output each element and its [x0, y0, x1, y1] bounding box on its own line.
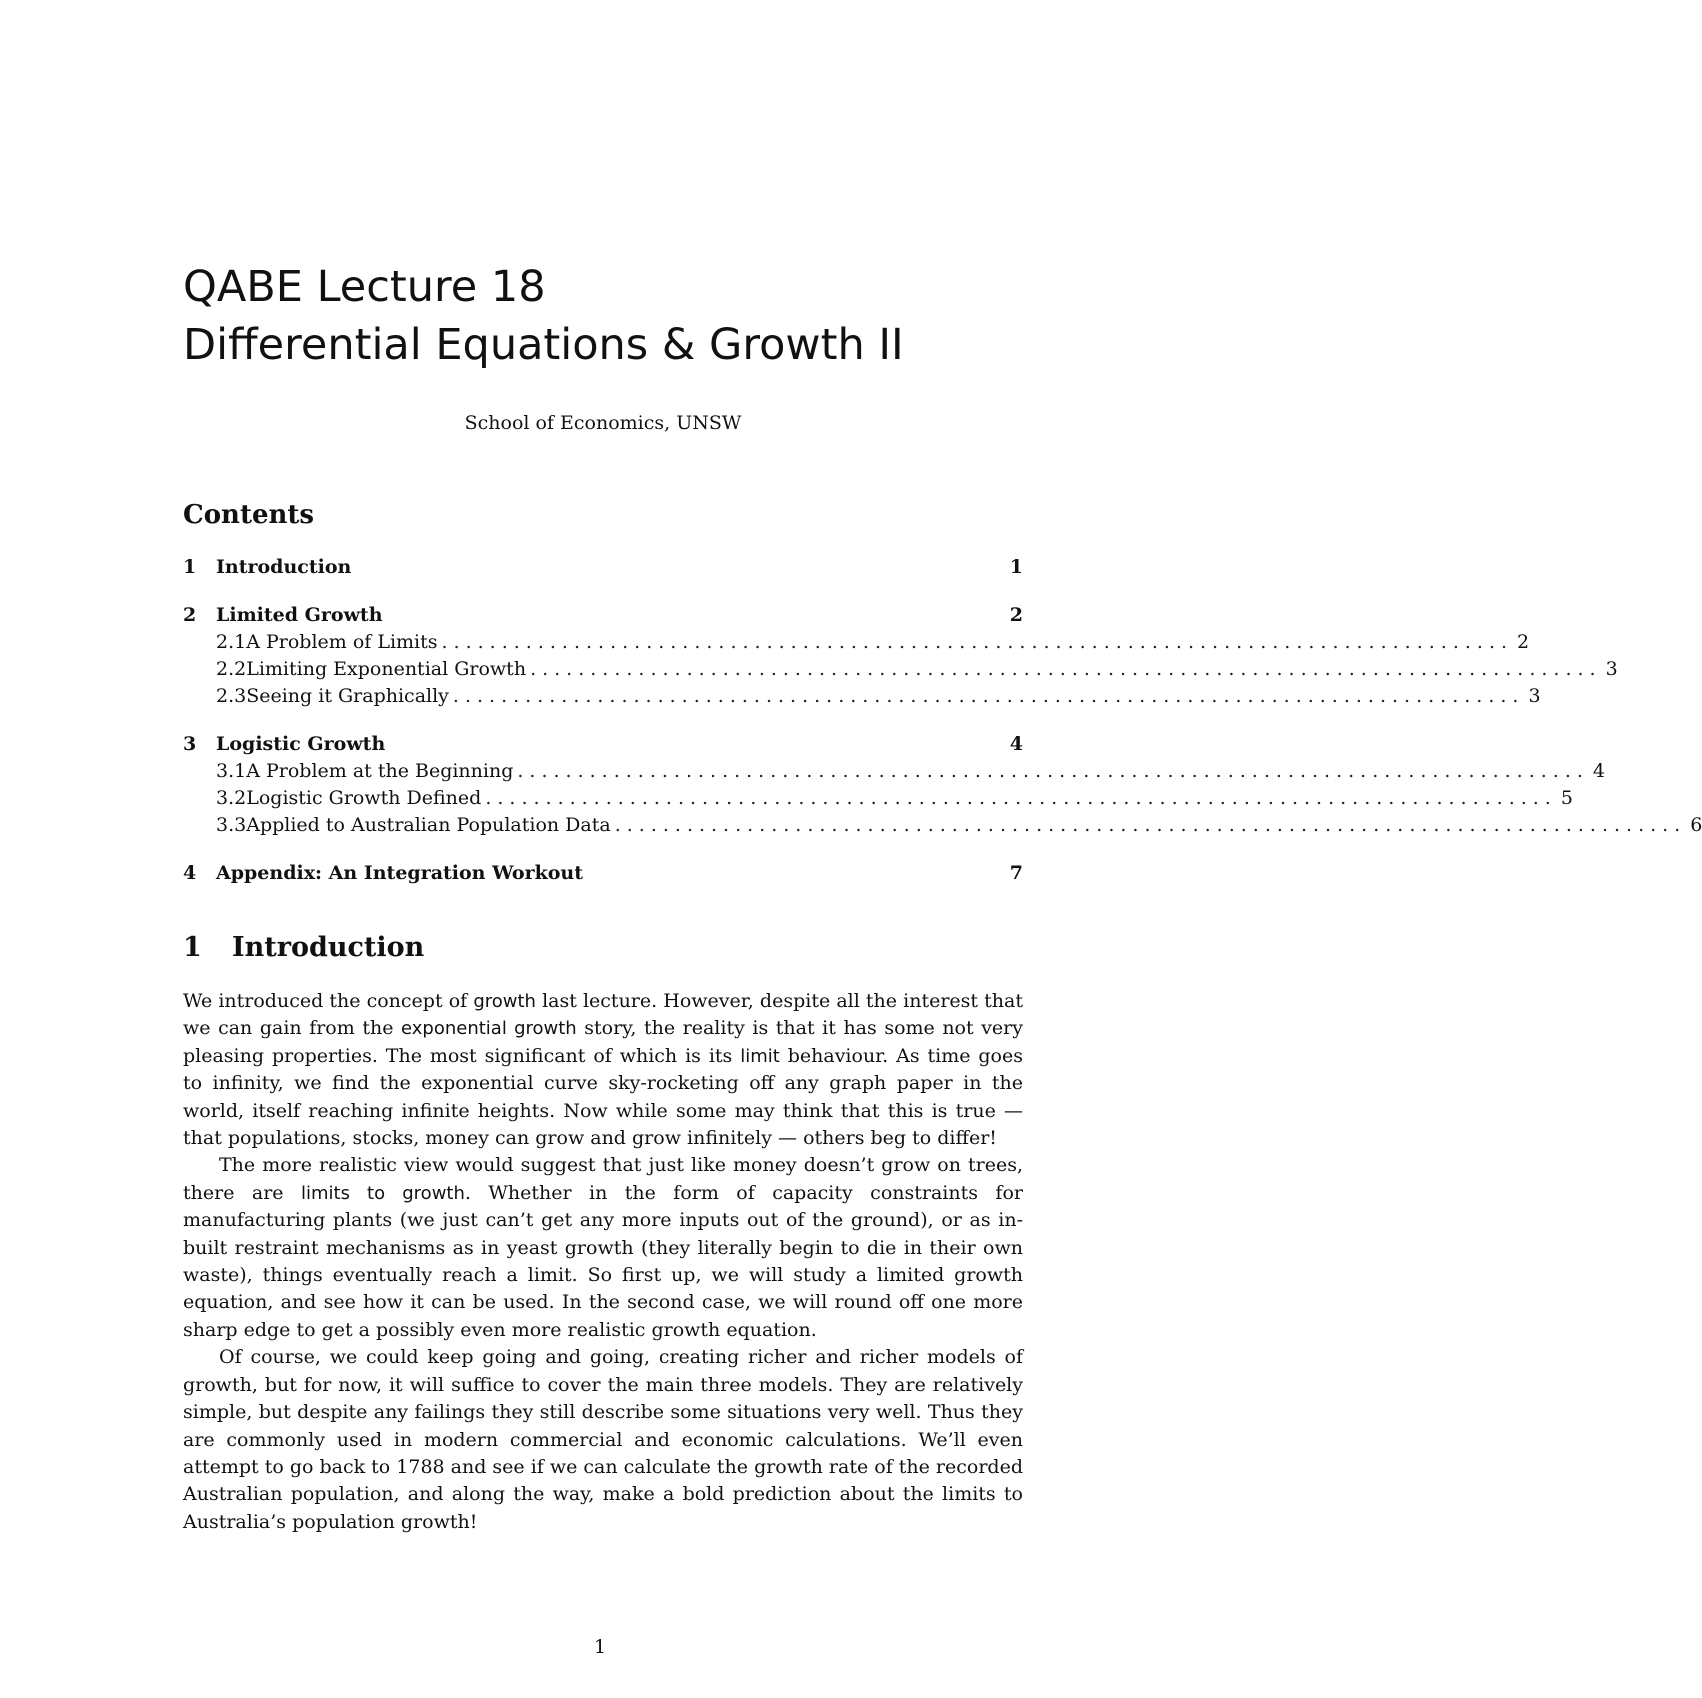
- toc-page: 7: [1009, 862, 1023, 884]
- toc-number: 3.2: [216, 787, 247, 809]
- toc-number: 3.3: [216, 814, 247, 836]
- table-of-contents: [183, 556, 1702, 889]
- toc-label: Logistic Growth: [216, 733, 386, 755]
- toc-label: Logistic Growth Defined: [246, 787, 482, 809]
- toc-section-4[interactable]: [183, 862, 1023, 889]
- keyword: limits to growth: [300, 1182, 465, 1204]
- keyword: growth: [473, 991, 536, 1012]
- toc-number: 2.3: [216, 685, 247, 707]
- toc-label: A Problem at the Beginning: [246, 760, 514, 782]
- toc-number: 1: [183, 556, 197, 578]
- toc-leader-dots: .........................................................................................: [485, 787, 1557, 809]
- paragraph-2: [183, 1152, 1023, 1344]
- toc-leader-dots: .........................................................................................: [614, 814, 1687, 836]
- toc-section-3[interactable]: [183, 733, 1023, 760]
- section-heading: [183, 932, 424, 963]
- toc-subsection-2-2[interactable]: [183, 658, 1618, 685]
- toc-label: Limited Growth: [216, 604, 383, 626]
- toc-page: 3: [1605, 658, 1618, 680]
- text-run: last lecture. However, despite all the interest that we can gain from the: [183, 990, 1023, 1040]
- toc-subsection-2-1[interactable]: [183, 631, 1530, 658]
- title-line-1: QABE Lecture 18: [183, 262, 546, 312]
- toc-page: 4: [1592, 760, 1606, 782]
- keyword: limit: [740, 1045, 780, 1067]
- toc-label: A Problem of Limits: [246, 631, 438, 653]
- toc-label: Limiting Exponential Growth: [246, 658, 527, 680]
- toc-page: 3: [1528, 685, 1541, 707]
- toc-label: Appendix: An Integration Workout: [216, 862, 584, 884]
- page-number: 1: [593, 1636, 607, 1658]
- toc-leader-dots: .........................................................................................: [517, 760, 1589, 782]
- toc-label: Introduction: [216, 556, 352, 578]
- toc-section-2[interactable]: [183, 604, 1023, 631]
- toc-subsection-3-1[interactable]: [183, 760, 1606, 787]
- toc-subsection-3-2[interactable]: [183, 787, 1573, 814]
- section-number: 1: [183, 932, 202, 963]
- toc-page: 2: [1009, 604, 1023, 626]
- toc-page: 5: [1560, 787, 1573, 809]
- toc-label: Seeing it Graphically: [246, 685, 449, 707]
- toc-number: 2: [183, 604, 197, 626]
- toc-page: 2: [1517, 631, 1530, 653]
- author-affiliation: School of Economics, UNSW: [464, 412, 742, 434]
- toc-page: 6: [1690, 814, 1702, 836]
- toc-section-1[interactable]: [183, 556, 1023, 583]
- contents-heading: Contents: [183, 500, 315, 530]
- toc-page: 4: [1009, 733, 1023, 755]
- toc-number: 3.1: [216, 760, 247, 782]
- keyword: exponential growth: [401, 1018, 577, 1040]
- text-run: The more realistic view would suggest that just like money doesn’t grow on trees, there are: [183, 1154, 1023, 1204]
- toc-number: 2.2: [216, 658, 247, 680]
- toc-page: 1: [1009, 556, 1023, 578]
- paragraph-3: Of course, we could keep going and going, creating richer and richer models of growth, but for now, it will suffice to cover the main three models. They are relatively simple, but despite any failings they still describe some situations very well. Thus they are commonly used in modern commercial and economic calculations. We’ll even attempt to go back to 1788 and see if we can calculate the growth rate of the recorded Australian population, and along the way, make a bold prediction about the limits to Australia’s population growth!: [183, 1346, 1023, 1533]
- toc-label: Applied to Australian Population Data: [246, 814, 611, 836]
- toc-subsection-2-3[interactable]: [183, 685, 1541, 712]
- title-line-2: Differential Equations & Growth II: [183, 320, 904, 370]
- text-run: . Whether in the form of capacity constraints for manufacturing plants (we just can’t get any more inputs out of the ground), or as in-built restraint mechanisms as in yeast growth (they literally begin to die in their own waste), things eventually reach a limit. So first up, we will study a limited growth equation, and see how it can be used. In the second case, we will round off one more sharp edge to get a possibly even more realistic growth equation.: [183, 1181, 1023, 1341]
- document-title: [183, 258, 1043, 374]
- toc-leader-dots: .........................................................................................: [530, 658, 1602, 680]
- section-title: Introduction: [232, 932, 425, 963]
- text-run: We introduced the concept of: [183, 990, 474, 1012]
- toc-number: 3: [183, 733, 197, 755]
- section-body: [183, 988, 1023, 1536]
- toc-number: 2.1: [216, 631, 247, 653]
- paragraph-1: [183, 988, 1023, 1152]
- toc-leader-dots: .........................................................................................: [441, 631, 1514, 653]
- text-run: behaviour. As time goes to infinity, we find the exponential curve sky-rocketing off any graph paper in the world, itself reaching infinite heights. Now while some may think that this is true — that populations, stocks, money can grow and grow infinitely — others beg to differ!: [183, 1044, 1023, 1150]
- text-run: story, the reality is that it has some not very pleasing properties. The most significant of which is its: [183, 1017, 1023, 1067]
- toc-subsection-3-3[interactable]: [183, 814, 1702, 841]
- toc-number: 4: [183, 862, 197, 884]
- toc-leader-dots: .........................................................................................: [452, 685, 1525, 707]
